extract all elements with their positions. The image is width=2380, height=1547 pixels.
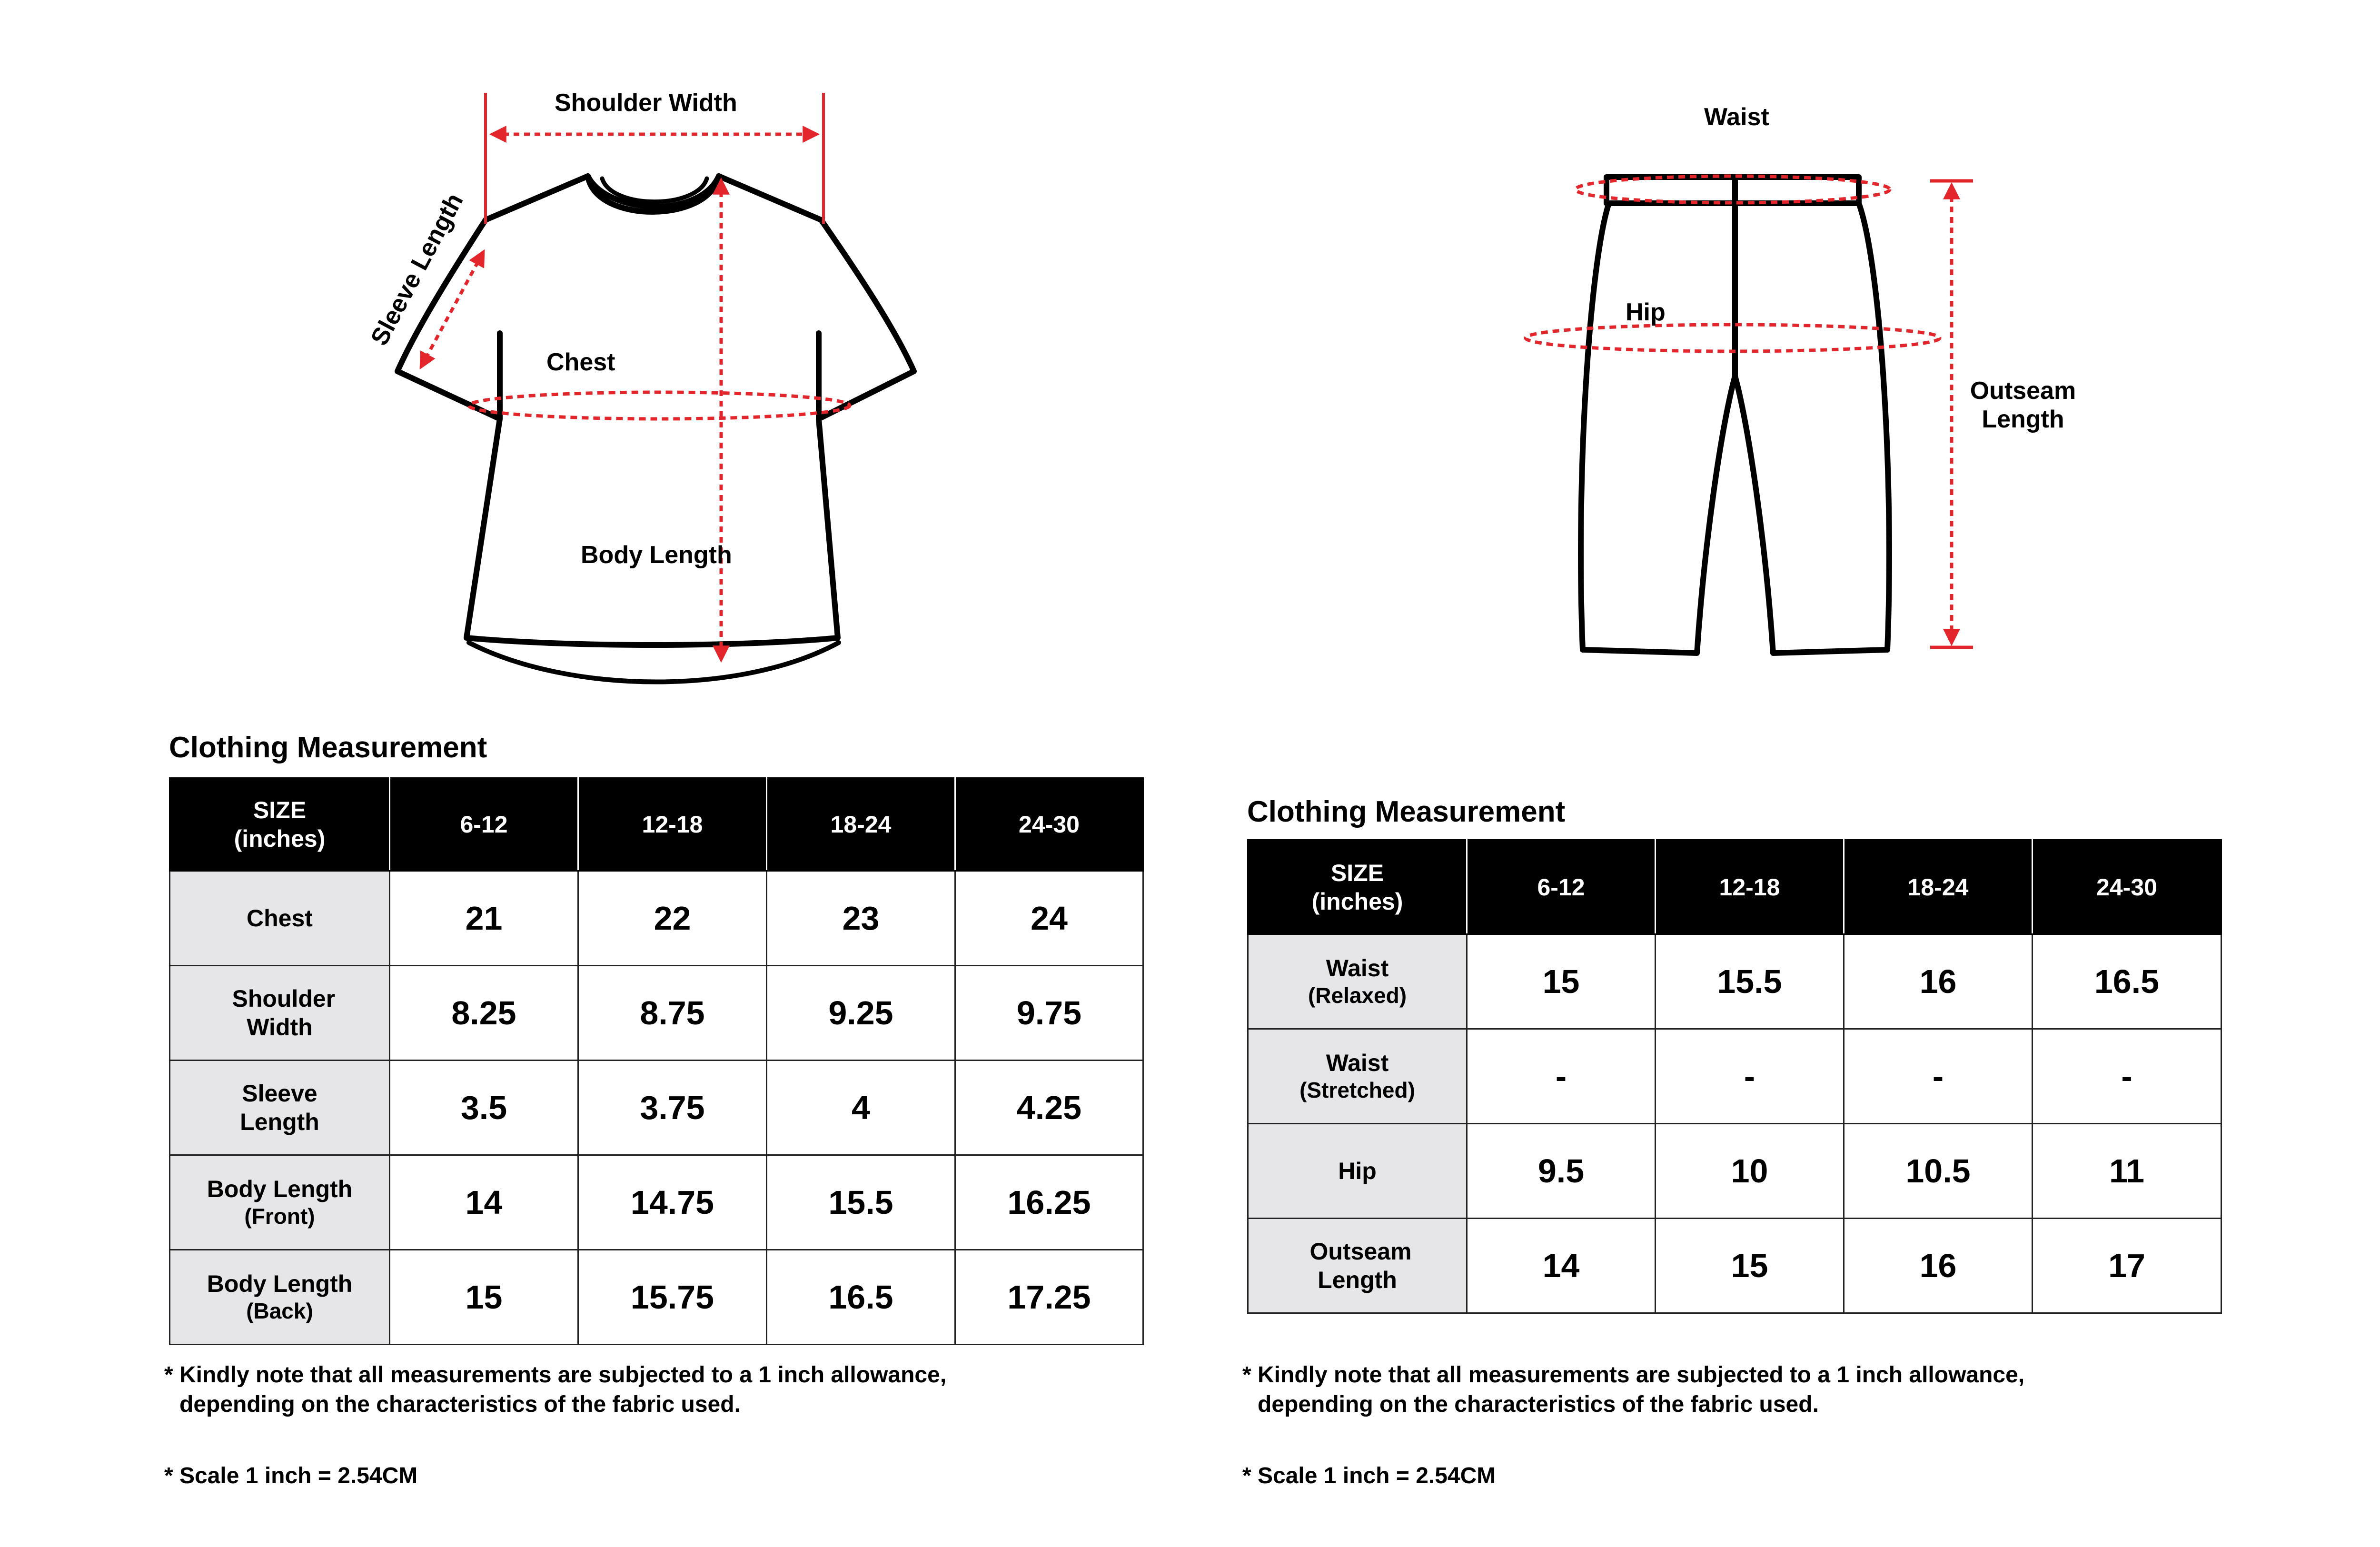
row-label <box>170 871 390 966</box>
size-header-line1: SIZE <box>253 797 307 823</box>
size-col-header: 6-12 <box>1467 840 1656 934</box>
value-cell: 16 <box>1844 934 2033 1029</box>
outseam-label-line1: Outseam <box>1970 377 2076 405</box>
bottom-scale-note: * Scale 1 inch = 2.54CM <box>1242 1463 1496 1488</box>
table-row <box>170 1250 1143 1345</box>
size-header-line1: SIZE <box>1330 859 1384 886</box>
table-row <box>170 1061 1143 1155</box>
chest-ellipse <box>469 392 850 419</box>
row-label <box>1248 1029 1467 1124</box>
pants-measure-lines <box>1526 176 1973 647</box>
row-label <box>1248 934 1467 1029</box>
row-label-text: Shoulder Width <box>232 985 336 1041</box>
value-cell: 15 <box>1656 1219 1844 1313</box>
row-label <box>1248 1124 1467 1219</box>
sleeve-length-label: Sleeve Length <box>365 188 469 350</box>
value-cell: 23 <box>767 871 955 966</box>
value-cell: 9.25 <box>767 966 955 1061</box>
row-label-text: Chest <box>247 905 313 932</box>
row-label <box>170 1250 390 1345</box>
size-col-header: 6-12 <box>390 778 578 871</box>
table-row <box>1248 1219 2221 1313</box>
value-cell: 22 <box>578 871 767 966</box>
top-allowance-note-line1: * Kindly note that all measurements are subjected to a 1 inch allowance, <box>164 1362 947 1388</box>
size-col-header: 24-30 <box>955 778 1143 871</box>
value-cell: 16.25 <box>955 1155 1143 1250</box>
row-label-sub: (Front) <box>244 1204 315 1229</box>
value-cell: 21 <box>390 871 578 966</box>
row-label-text: Body Length <box>207 1270 353 1298</box>
table-header-row <box>1248 840 2221 934</box>
top-allowance-note-line2: depending on the characteristics of the fabric used. <box>179 1392 741 1418</box>
value-cell: 16.5 <box>2033 934 2221 1029</box>
size-header <box>170 778 390 871</box>
row-label-sub: (Stretched) <box>1299 1078 1415 1103</box>
body-length-label: Body Length <box>581 541 732 569</box>
table-row <box>1248 1124 2221 1219</box>
top-scale-note: * Scale 1 inch = 2.54CM <box>164 1463 418 1488</box>
size-col-header: 18-24 <box>1844 840 2033 934</box>
value-cell: 4 <box>767 1061 955 1155</box>
outseam-label <box>1961 378 2085 432</box>
table-row <box>170 871 1143 966</box>
value-cell: 10.5 <box>1844 1124 2033 1219</box>
value-cell: 14.75 <box>578 1155 767 1250</box>
bottom-allowance-note-line2: depending on the characteristics of the fabric used. <box>1258 1392 1819 1418</box>
value-cell: 15 <box>390 1250 578 1345</box>
value-cell: - <box>1467 1029 1656 1124</box>
value-cell: 17.25 <box>955 1250 1143 1345</box>
size-header <box>1248 840 1467 934</box>
value-cell: 3.5 <box>390 1061 578 1155</box>
value-cell: - <box>1844 1029 2033 1124</box>
tshirt-measure-lines <box>421 93 850 659</box>
value-cell: 10 <box>1656 1124 1844 1219</box>
table-row <box>1248 1029 2221 1124</box>
row-label-sub: (Relaxed) <box>1308 983 1407 1008</box>
value-cell: 16 <box>1844 1219 2033 1313</box>
row-label-text: Hip <box>1338 1158 1377 1184</box>
pants-outline <box>1581 177 1889 653</box>
outseam-label-line2: Length <box>1982 406 2064 433</box>
row-label-text: Sleeve Length <box>240 1080 319 1135</box>
row-label <box>1248 1219 1467 1313</box>
value-cell: 14 <box>390 1155 578 1250</box>
row-label-text: Waist <box>1326 955 1389 982</box>
shoulder-width-label: Shoulder Width <box>555 89 737 117</box>
value-cell: 16.5 <box>767 1250 955 1345</box>
waist-label: Waist <box>1704 103 1769 131</box>
value-cell: 15.5 <box>1656 934 1844 1029</box>
value-cell: 9.75 <box>955 966 1143 1061</box>
value-cell: 8.25 <box>390 966 578 1061</box>
value-cell: 15.5 <box>767 1155 955 1250</box>
hip-label: Hip <box>1626 298 1666 326</box>
top-allowance-note <box>164 1360 946 1420</box>
row-label <box>170 1061 390 1155</box>
row-label-sub: (Back) <box>246 1299 313 1324</box>
value-cell: 8.75 <box>578 966 767 1061</box>
size-col-header: 12-18 <box>1656 840 1844 934</box>
value-cell: 17 <box>2033 1219 2221 1313</box>
size-col-header: 18-24 <box>767 778 955 871</box>
value-cell: 15 <box>1467 934 1656 1029</box>
value-cell: 11 <box>2033 1124 2221 1219</box>
table-row <box>1248 934 2221 1029</box>
size-header-line2: (inches) <box>234 825 326 852</box>
bottom-allowance-note-line1: * Kindly note that all measurements are subjected to a 1 inch allowance, <box>1242 1362 2025 1388</box>
top-table-title: Clothing Measurement <box>169 731 487 764</box>
bottom-table-title: Clothing Measurement <box>1247 795 1566 828</box>
row-label-text: Outseam Length <box>1309 1238 1412 1293</box>
chest-label: Chest <box>546 348 615 376</box>
bottom-allowance-note <box>1242 1360 2024 1420</box>
value-cell: 9.5 <box>1467 1124 1656 1219</box>
tshirt-outline <box>397 176 914 682</box>
table-header-row <box>170 778 1143 871</box>
table-row <box>170 1155 1143 1250</box>
top-measurement-table <box>169 777 1144 1345</box>
table-row <box>170 966 1143 1061</box>
value-cell: 4.25 <box>955 1061 1143 1155</box>
row-label-text: Body Length <box>207 1176 353 1203</box>
value-cell: 3.75 <box>578 1061 767 1155</box>
value-cell: 24 <box>955 871 1143 966</box>
row-label <box>170 1155 390 1250</box>
size-col-header: 24-30 <box>2033 840 2221 934</box>
row-label-text: Waist <box>1326 1050 1389 1077</box>
value-cell: - <box>1656 1029 1844 1124</box>
row-label <box>170 966 390 1061</box>
size-col-header: 12-18 <box>578 778 767 871</box>
size-header-line2: (inches) <box>1311 888 1403 915</box>
value-cell: 15.75 <box>578 1250 767 1345</box>
value-cell: 14 <box>1467 1219 1656 1313</box>
value-cell: - <box>2033 1029 2221 1124</box>
bottom-measurement-table <box>1247 839 2222 1314</box>
